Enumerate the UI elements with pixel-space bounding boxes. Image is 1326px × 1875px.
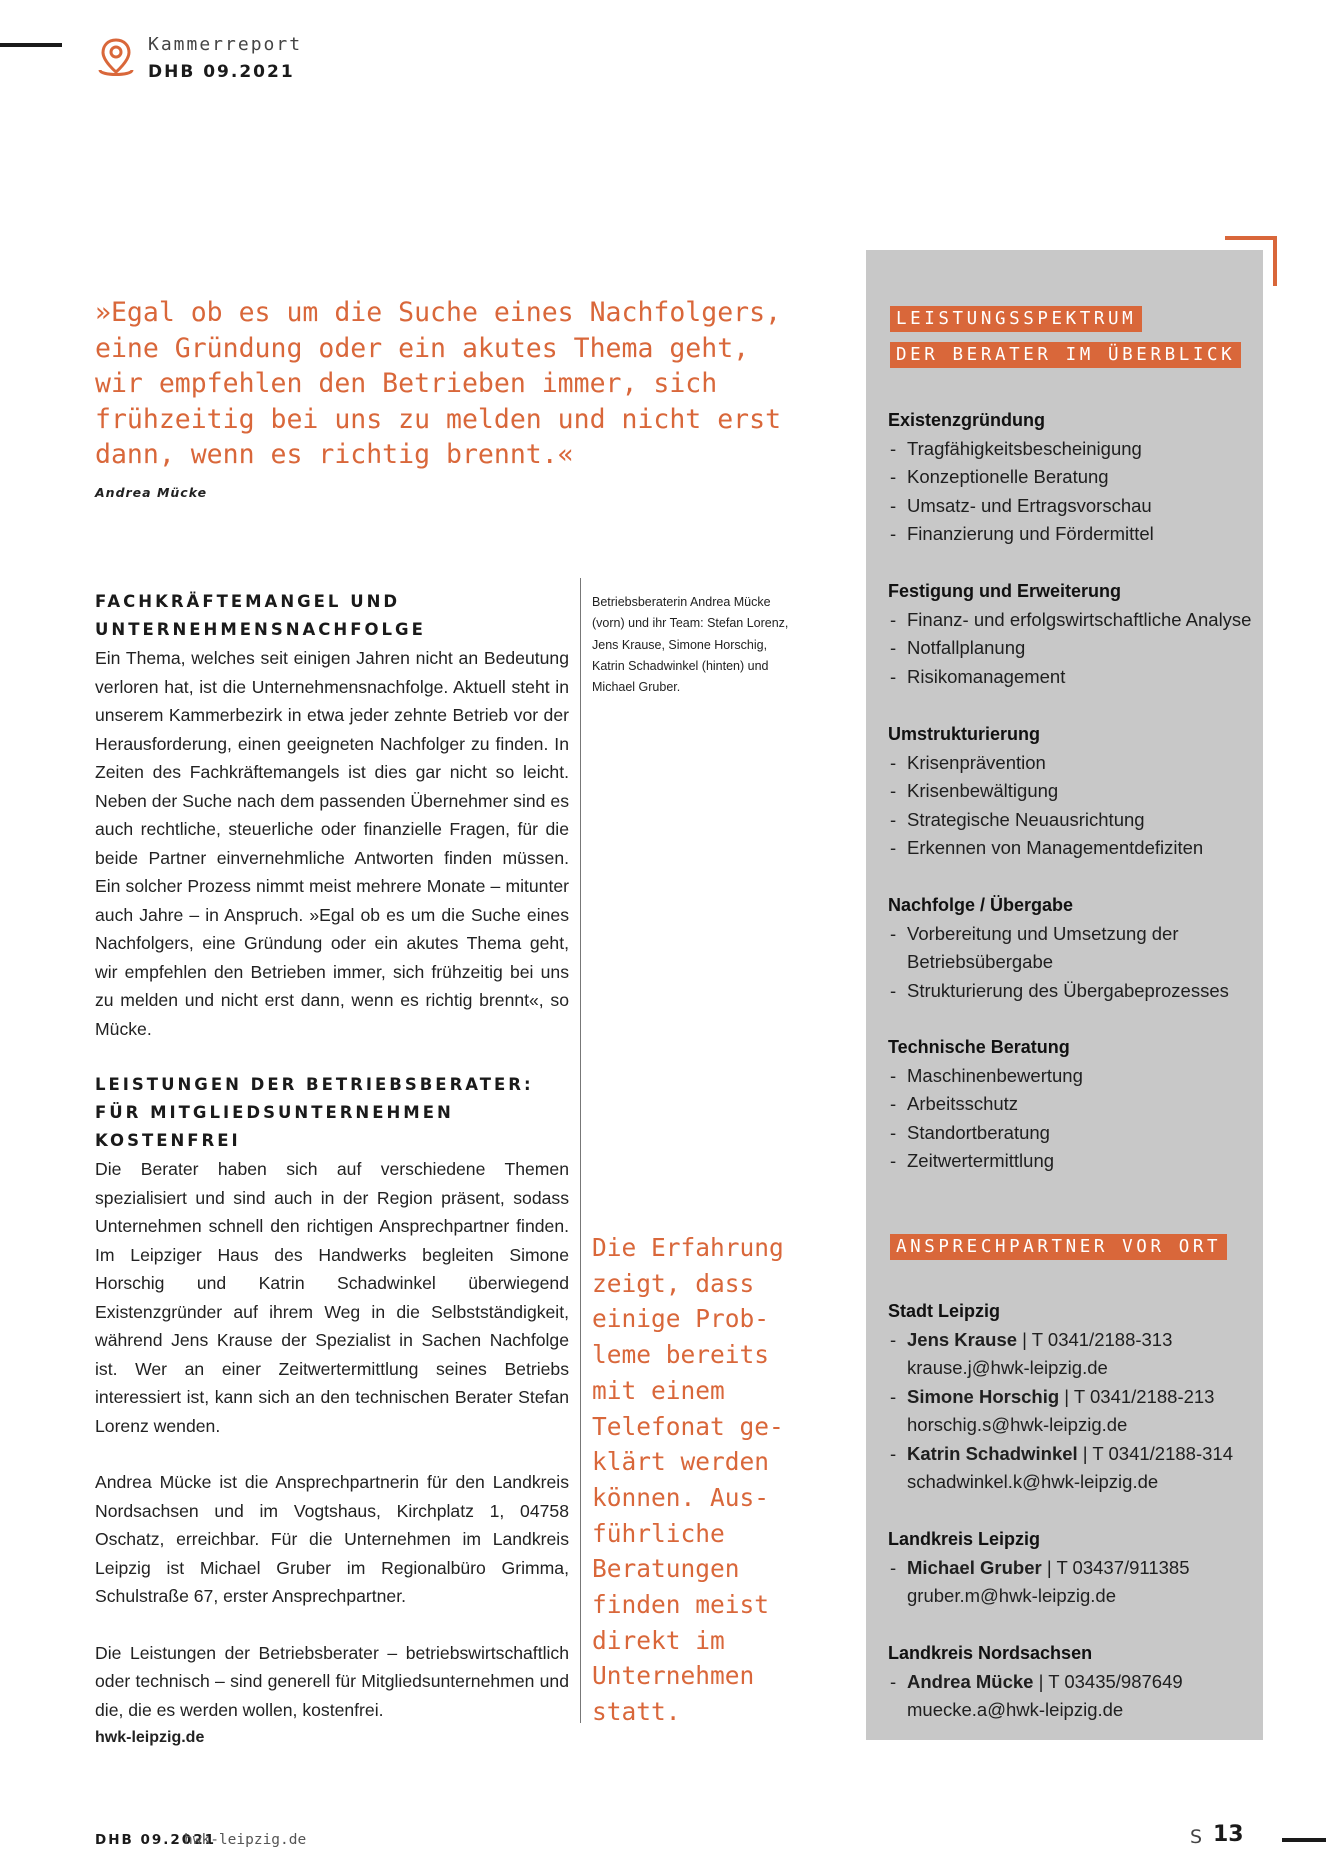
service-title: Existenzgründung <box>888 410 1045 430</box>
contact-email[interactable]: krause.j@hwk-leipzig.de <box>907 1357 1108 1378</box>
service-item: - Finanz- und erfolgswirtschaftliche Analyse <box>888 606 1251 635</box>
corner-accent <box>1225 236 1277 240</box>
footer-website[interactable]: hwk-leipzig.de <box>184 1832 307 1848</box>
pull-quote-line: eine Gründung oder ein akutes Thema geht, <box>95 332 750 364</box>
page-prefix: S <box>1190 1826 1205 1848</box>
side-quote-line: Telefonat ge- <box>592 1411 784 1441</box>
contact-name: Michael Gruber <box>907 1556 1042 1578</box>
service-item: - Standortberatung <box>888 1119 1083 1148</box>
service-item: - Finanzierung und Fördermittel <box>888 520 1154 549</box>
side-quote-line: klärt werden <box>592 1447 770 1477</box>
side-quote-line: einige Prob- <box>592 1304 770 1334</box>
service-item: - Strukturierung des Übergabeprozesses <box>888 977 1248 1006</box>
section-heading <box>95 588 569 644</box>
contact-phone: | T 0341/2188-314 <box>1077 1442 1233 1464</box>
corner-accent <box>1273 236 1277 286</box>
contact-name: Andrea Mücke <box>907 1670 1034 1692</box>
contact-email[interactable]: horschig.s@hwk-leipzig.de <box>907 1414 1128 1435</box>
side-quote-line: Beratungen <box>592 1554 740 1584</box>
service-item: - Maschinenbewertung <box>888 1062 1083 1091</box>
contact-section <box>888 1525 1190 1611</box>
contact-email[interactable]: gruber.m@hwk-leipzig.de <box>907 1585 1117 1606</box>
heading-line: LEISTUNGEN DER BETRIEBSBERATER: <box>95 1075 534 1094</box>
service-title: Nachfolge / Übergabe <box>888 895 1074 915</box>
section-kicker: Kammerreport <box>148 34 303 55</box>
contact-region: Stadt Leipzig <box>888 1301 1000 1321</box>
footer-issue: DHB 09.2021 <box>95 1832 216 1848</box>
contact-item <box>888 1383 1233 1440</box>
contact-email[interactable]: muecke.a@hwk-leipzig.de <box>907 1699 1124 1720</box>
side-quote-line: leme bereits <box>592 1340 770 1370</box>
contact-phone: | T 03435/987649 <box>1033 1670 1183 1692</box>
column-divider <box>580 578 581 1723</box>
service-section <box>888 891 1248 1005</box>
side-quote-line: statt. <box>592 1697 681 1727</box>
contact-item <box>888 1440 1233 1497</box>
website-link[interactable]: hwk-leipzig.de <box>95 1729 205 1746</box>
service-item: - Tragfähigkeitsbescheinigung <box>888 435 1154 464</box>
service-title: Technische Beratung <box>888 1037 1070 1057</box>
side-quote-line: können. Aus- <box>592 1482 770 1512</box>
side-quote-line: führliche <box>592 1518 725 1548</box>
contact-section <box>888 1297 1233 1497</box>
heading-line: FACHKRÄFTEMANGEL UND <box>95 592 401 611</box>
service-item: - Zeitwertermittlung <box>888 1147 1083 1176</box>
side-quote-line: mit einem <box>592 1375 725 1405</box>
side-quote-line: direkt im <box>592 1625 725 1655</box>
contact-email[interactable]: schadwinkel.k@hwk-leipzig.de <box>907 1471 1159 1492</box>
paragraph: Die Leistungen der Betriebsberater – betriebswirtschaftlich oder technisch – sind generell für Mitgliedsunternehmen und die, die es werden wollen, kostenfrei. <box>95 1642 569 1720</box>
contact-name: Jens Krause <box>907 1328 1018 1350</box>
pull-quote <box>95 295 795 473</box>
side-quote-line: zeigt, dass <box>592 1268 755 1298</box>
contact-phone: | T 0341/2188-213 <box>1059 1385 1215 1407</box>
section-heading <box>95 1071 569 1155</box>
paragraph: Andrea Mücke ist die Ansprechpartnerin für den Landkreis Nordsachsen und im Vogtshaus, Kirchplatz 1, 04758 Oschatz, erreichbar. Für die Unternehmen im Landkreis Leipzig ist Michael Gruber im Regionalbüro Grimma, Schulstraße 67, erster Ansprechpartner. <box>95 1472 569 1606</box>
service-item: - Konzeptionelle Beratung <box>888 463 1154 492</box>
side-quote-line: finden meist <box>592 1590 770 1620</box>
service-item: - Krisenprävention <box>888 749 1203 778</box>
contact-phone: | T 0341/2188-313 <box>1017 1328 1173 1350</box>
paragraph: Die Berater haben sich auf verschiedene Themen spezialisiert und sind auch in der Region präsent, sodass Unternehmen schnell den richtigen Ansprechpartner finden. Im Leipziger Haus des Handwerks begleiten Simone Horschig und Katrin Schadwinkel überwiegend Existenzgründer auf ihrem Weg in die Selbstständigkeit, während Jens Krause der Spezialist in Sachen Nachfolge ist. Wer an einer Zeitwertermittlung seines Betriebs interessiert ist, kann sich an den technischen Berater Stefan Lorenz wenden. <box>95 1159 569 1436</box>
paragraph: Ein Thema, welches seit einigen Jahren nicht an Bedeutung verloren hat, ist die Unternehmensnachfolge. Aktuell steht in unserem Kammerbezirk in etwa jeder zehnte Betrieb vor der Herausforderung, einen geeigneten Nachfolger zu finden. In Zeiten des Fachkräftemangels ist dies gar nicht so leicht. Neben der Suche nach dem passenden Übernehmer sind es auch rechtliche, steuerliche oder finanzielle Fragen, für die beide Partner einvernehmliche Antworten finden müssen. Ein solcher Prozess nimmt meist mehrere Monate – mitunter auch Jahre – in Anspruch. »Egal ob es um die Suche eines Nachfolgers, eine Gründung oder ein akutes Thema geht, wir empfehlen den Betrieben immer, sich frühzeitig bei uns zu melden und nicht erst dann, wenn es richtig brennt«, so Mücke. <box>95 648 569 1039</box>
article-body <box>95 588 569 1753</box>
contact-name: Katrin Schadwinkel <box>907 1442 1078 1464</box>
side-quote-line: Unternehmen <box>592 1661 755 1691</box>
photo-caption: Betriebsberaterin Andrea Mücke (vorn) und ihr Team: Stefan Lorenz, Jens Krause, Simone Horschig, Katrin Schadwinkel (hinten) und Michael Gruber. <box>592 595 789 695</box>
service-item: - Arbeitsschutz <box>888 1090 1083 1119</box>
service-section <box>888 577 1251 691</box>
service-item: - Strategische Neuausrichtung <box>888 806 1203 835</box>
service-title: Festigung und Erweiterung <box>888 581 1121 601</box>
issue-label: DHB 09.2021 <box>148 62 295 82</box>
service-item: - Umsatz- und Ertragsvorschau <box>888 492 1154 521</box>
quote-author: Andrea Mücke <box>95 485 208 500</box>
box-tag: ANSPRECHPARTNER VOR ORT <box>890 1234 1227 1260</box>
pull-quote-line: »Egal ob es um die Suche eines Nachfolgers, <box>95 297 782 328</box>
heading-line: UNTERNEHMENSNACHFOLGE <box>95 620 426 639</box>
contact-item <box>888 1554 1190 1611</box>
heading-line: FÜR MITGLIEDSUNTERNEHMEN KOSTENFREI <box>95 1103 454 1150</box>
service-item: - Krisenbewältigung <box>888 777 1203 806</box>
side-quote-line: Die Erfahrung <box>592 1233 784 1262</box>
pull-quote-line: dann, wenn es richtig brennt.« <box>95 439 574 471</box>
contact-section <box>888 1639 1183 1725</box>
service-item: - Notfallplanung <box>888 634 1251 663</box>
location-pin-icon <box>95 36 137 80</box>
service-title: Umstrukturierung <box>888 724 1041 744</box>
footer-rule <box>1282 1838 1326 1842</box>
page-number: 13 <box>1213 1822 1244 1847</box>
pull-quote-line: wir empfehlen den Betrieben immer, sich <box>95 368 718 400</box>
service-section <box>888 720 1203 863</box>
service-item: - Risikomanagement <box>888 663 1251 692</box>
contact-phone: | T 03437/911385 <box>1041 1556 1190 1578</box>
service-section <box>888 406 1154 549</box>
pull-quote-line: frühzeitig bei uns zu melden und nicht erst <box>95 403 782 435</box>
contact-item <box>888 1668 1183 1725</box>
box-tag: LEISTUNGSSPEKTRUM <box>890 306 1142 332</box>
box-tag: DER BERATER IM ÜBERBLICK <box>890 342 1241 368</box>
contact-item <box>888 1326 1233 1383</box>
service-item: - Vorbereitung und Umsetzung der Betriebsübergabe <box>888 920 1198 977</box>
contact-name: Simone Horschig <box>907 1385 1060 1407</box>
contact-region: Landkreis Leipzig <box>888 1529 1041 1549</box>
service-item: - Erkennen von Managementdefiziten <box>888 834 1203 863</box>
header-rule <box>0 43 62 47</box>
contact-region: Landkreis Nordsachsen <box>888 1643 1093 1663</box>
side-quote <box>592 1230 807 1730</box>
service-section <box>888 1033 1083 1176</box>
